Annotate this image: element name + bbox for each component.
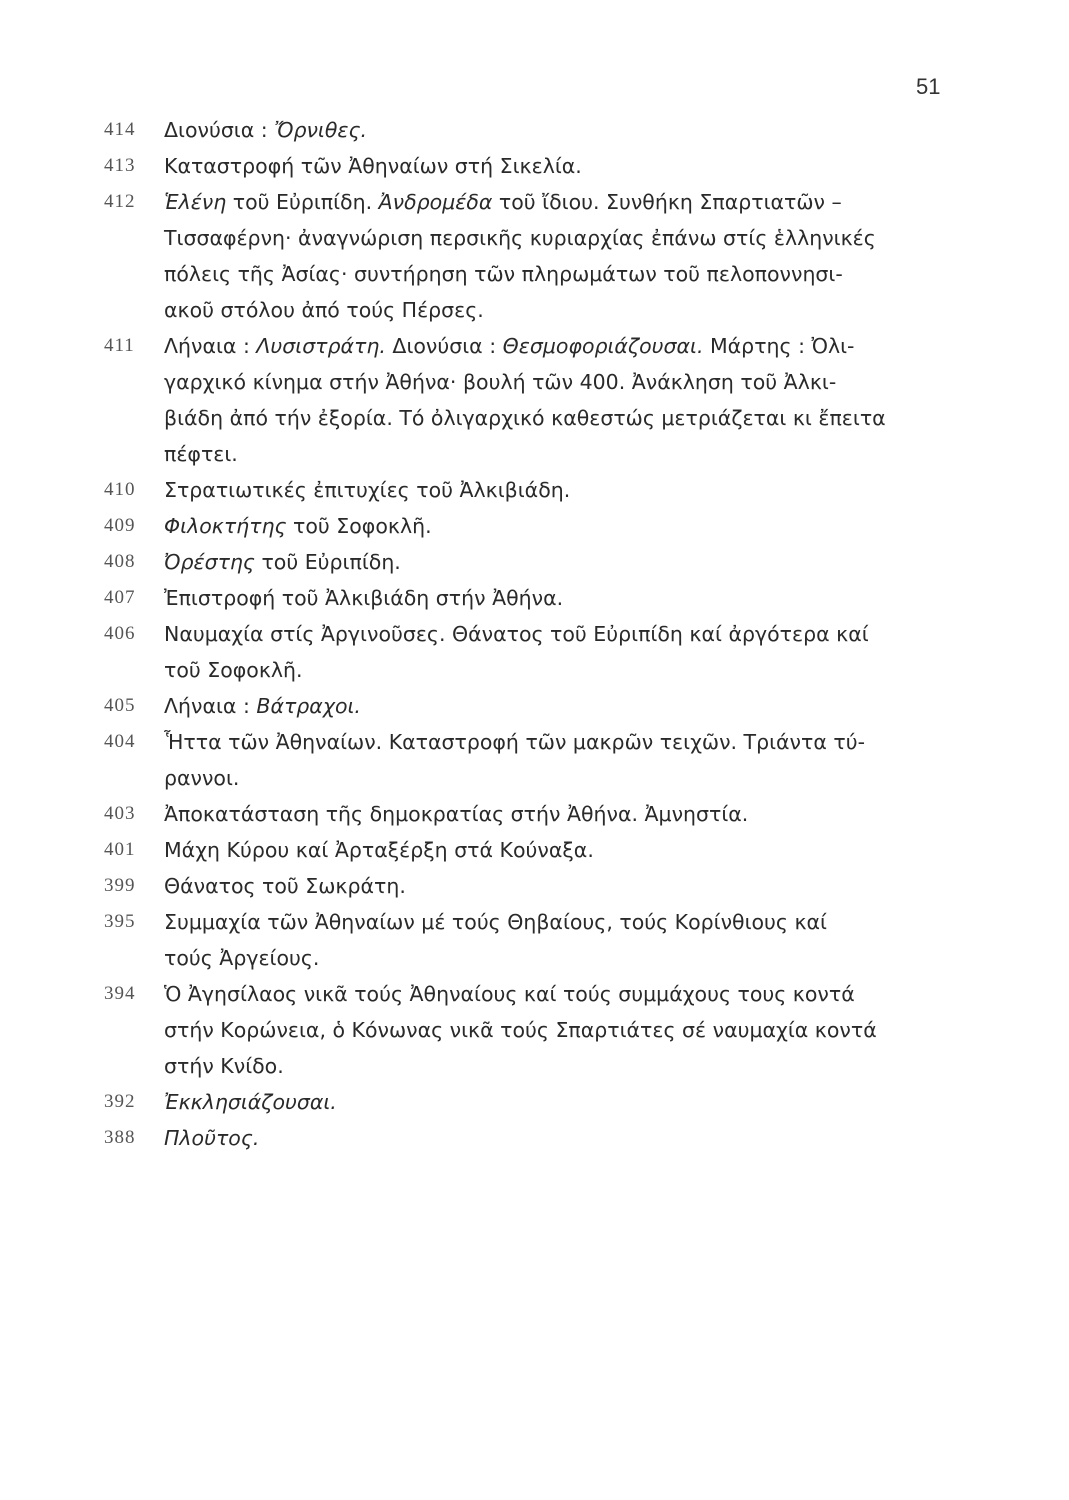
entry-year: 407	[104, 587, 136, 608]
entry-line	[164, 1012, 964, 1048]
chronology-entry	[104, 508, 964, 544]
entry-line	[164, 256, 964, 292]
entry-line	[164, 364, 964, 400]
entry-line	[164, 292, 964, 328]
entry-segment: Ναυμαχία στίς Ἀργινοῦσες. Θάνατος τοῦ Εὐριπίδη καί ἀργότερα καί	[164, 622, 869, 646]
entry-line	[164, 112, 964, 148]
entry-line	[164, 184, 964, 220]
entry-year: 414	[104, 119, 136, 140]
chronology-entry	[104, 544, 964, 580]
entry-line	[164, 1120, 964, 1156]
entry-year: 411	[104, 335, 135, 356]
chronology-entry	[104, 472, 964, 508]
entry-line	[164, 868, 964, 904]
chronology-entry	[104, 724, 964, 796]
chronology-list	[104, 112, 964, 1156]
chronology-entry	[104, 580, 964, 616]
entry-text	[164, 796, 964, 832]
entry-segment: Μάρτης : Ὀλι-	[703, 334, 855, 358]
chronology-entry	[104, 868, 964, 904]
entry-line	[164, 616, 964, 652]
entry-line	[164, 400, 964, 436]
entry-text	[164, 976, 964, 1084]
chronology-entry	[104, 616, 964, 688]
entry-line	[164, 688, 964, 724]
entry-segment: Μάχη Κύρου καί Ἀρταξέρξη στά Κούναξα.	[164, 838, 594, 862]
chronology-entry	[104, 148, 964, 184]
entry-year: 401	[104, 839, 136, 860]
entry-text	[164, 724, 964, 796]
italic-title: Ἀνδρομέδα	[378, 190, 493, 214]
entry-segment: βιάδη ἀπό τήν ἐξορία. Τό ὀλιγαρχικό καθεστώς μετριάζεται κι ἔπειτα	[164, 406, 886, 430]
entry-line	[164, 436, 964, 472]
entry-text	[164, 580, 964, 616]
entry-line	[164, 976, 964, 1012]
entry-segment: τοῦ Σοφοκλῆ.	[164, 658, 303, 682]
entry-segment: πέφτει.	[164, 442, 238, 466]
entry-line	[164, 580, 964, 616]
chronology-entry	[104, 1120, 964, 1156]
entry-segment: τοῦ Σοφοκλῆ.	[286, 514, 432, 538]
entry-text	[164, 616, 964, 688]
chronology-entry	[104, 832, 964, 868]
entry-segment: Ὁ Ἀγησίλαος νικᾶ τούς Ἀθηναίους καί τούς συμμάχους τους κοντά	[164, 982, 855, 1006]
entry-line	[164, 148, 964, 184]
entry-text	[164, 904, 964, 976]
entry-year: 392	[104, 1091, 136, 1112]
entry-text	[164, 184, 964, 328]
entry-line	[164, 904, 964, 940]
entry-year: 404	[104, 731, 136, 752]
entry-text	[164, 832, 964, 868]
entry-text	[164, 328, 964, 472]
entry-text	[164, 1120, 964, 1156]
italic-title: Βάτραχοι.	[256, 694, 361, 718]
entry-year: 405	[104, 695, 136, 716]
entry-segment: ραννοι.	[164, 766, 240, 790]
chronology-entry	[104, 112, 964, 148]
entry-line	[164, 1084, 964, 1120]
entry-segment: τούς Ἀργείους.	[164, 946, 320, 970]
entry-segment: Στρατιωτικές ἐπιτυχίες τοῦ Ἀλκιβιάδη.	[164, 478, 571, 502]
entry-segment: Διονύσια :	[385, 334, 503, 358]
entry-line	[164, 940, 964, 976]
chronology-entry	[104, 1084, 964, 1120]
chronology-entry	[104, 184, 964, 328]
entry-line	[164, 724, 964, 760]
entry-line	[164, 1048, 964, 1084]
entry-line	[164, 508, 964, 544]
chronology-entry	[104, 796, 964, 832]
entry-segment: ακοῦ στόλου ἀπό τούς Πέρσες.	[164, 298, 484, 322]
entry-line	[164, 796, 964, 832]
entry-text	[164, 508, 964, 544]
entry-text	[164, 544, 964, 580]
entry-year: 408	[104, 551, 136, 572]
entry-year: 403	[104, 803, 136, 824]
entry-segment: Θάνατος τοῦ Σωκράτη.	[164, 874, 406, 898]
entry-segment: πόλεις τῆς Ἀσίας· συντήρηση τῶν πληρωμάτων τοῦ πελοποννησι-	[164, 262, 843, 286]
entry-segment: στήν Κνίδο.	[164, 1054, 284, 1078]
entry-text	[164, 472, 964, 508]
entry-segment: Λήναια :	[164, 334, 257, 358]
entry-segment: Ἐπιστροφή τοῦ Ἀλκιβιάδη στήν Ἀθήνα.	[164, 586, 564, 610]
entry-year: 388	[104, 1127, 136, 1148]
entry-segment: γαρχικό κίνημα στήν Ἀθήνα· βουλή τῶν 400. Ἀνάκληση τοῦ Ἀλκι-	[164, 370, 837, 394]
entry-line	[164, 760, 964, 796]
entry-line	[164, 472, 964, 508]
entry-year: 394	[104, 983, 136, 1004]
entry-year: 412	[104, 191, 136, 212]
entry-segment: Συμμαχία τῶν Ἀθηναίων μέ τούς Θηβαίους, τούς Κορίνθιους καί	[164, 910, 827, 934]
entry-text	[164, 1084, 964, 1120]
chronology-entry	[104, 328, 964, 472]
chronology-entry	[104, 904, 964, 976]
entry-segment: τοῦ ἴδιου. Συνθήκη Σπαρτιατῶν –	[492, 190, 842, 214]
entry-year: 410	[104, 479, 136, 500]
chronology-entry	[104, 976, 964, 1084]
entry-segment: στήν Κορώνεια, ὁ Κόνωνας νικᾶ τούς Σπαρτιάτες σέ ναυμαχία κοντά	[164, 1018, 877, 1042]
entry-year: 413	[104, 155, 136, 176]
entry-segment: Τισσαφέρνη· ἀναγνώριση περσικῆς κυριαρχίας ἐπάνω στίς ἑλληνικές	[164, 226, 876, 250]
italic-title: Θεσμοφοριάζουσαι.	[502, 334, 704, 358]
entry-segment: Ἧττα τῶν Ἀθηναίων. Καταστροφή τῶν μακρῶν τειχῶν. Τριάντα τύ-	[164, 730, 865, 754]
italic-title: Λυσιστράτη.	[256, 334, 386, 358]
entry-segment: Λήναια :	[164, 694, 257, 718]
entry-line	[164, 652, 964, 688]
entry-line	[164, 220, 964, 256]
entry-year: 399	[104, 875, 136, 896]
entry-segment: Καταστροφή τῶν Ἀθηναίων στή Σικελία.	[164, 154, 582, 178]
entry-text	[164, 112, 964, 148]
entry-year: 395	[104, 911, 136, 932]
italic-title: Πλοῦτος.	[164, 1126, 260, 1150]
italic-title: Φιλοκτήτης	[164, 514, 287, 538]
entry-line	[164, 328, 964, 364]
chronology-entry	[104, 688, 964, 724]
italic-title: Ὄρνιθες.	[274, 118, 368, 142]
entry-segment: τοῦ Εὐριπίδη.	[226, 190, 379, 214]
entry-year: 406	[104, 623, 136, 644]
italic-title: Ἐκκλησιάζουσαι.	[164, 1090, 337, 1114]
entry-text	[164, 148, 964, 184]
entry-line	[164, 544, 964, 580]
entry-segment: Ἀποκατάσταση τῆς δημοκρατίας στήν Ἀθήνα. Ἀμνηστία.	[164, 802, 749, 826]
italic-title: Ὀρέστης	[164, 550, 255, 574]
entry-segment: τοῦ Εὐριπίδη.	[254, 550, 401, 574]
entry-segment: Διονύσια :	[164, 118, 275, 142]
entry-text	[164, 688, 964, 724]
entry-line	[164, 832, 964, 868]
entry-year: 409	[104, 515, 136, 536]
italic-title: Ἑλένη	[164, 190, 227, 214]
page-number: 51	[916, 74, 941, 99]
entry-text	[164, 868, 964, 904]
